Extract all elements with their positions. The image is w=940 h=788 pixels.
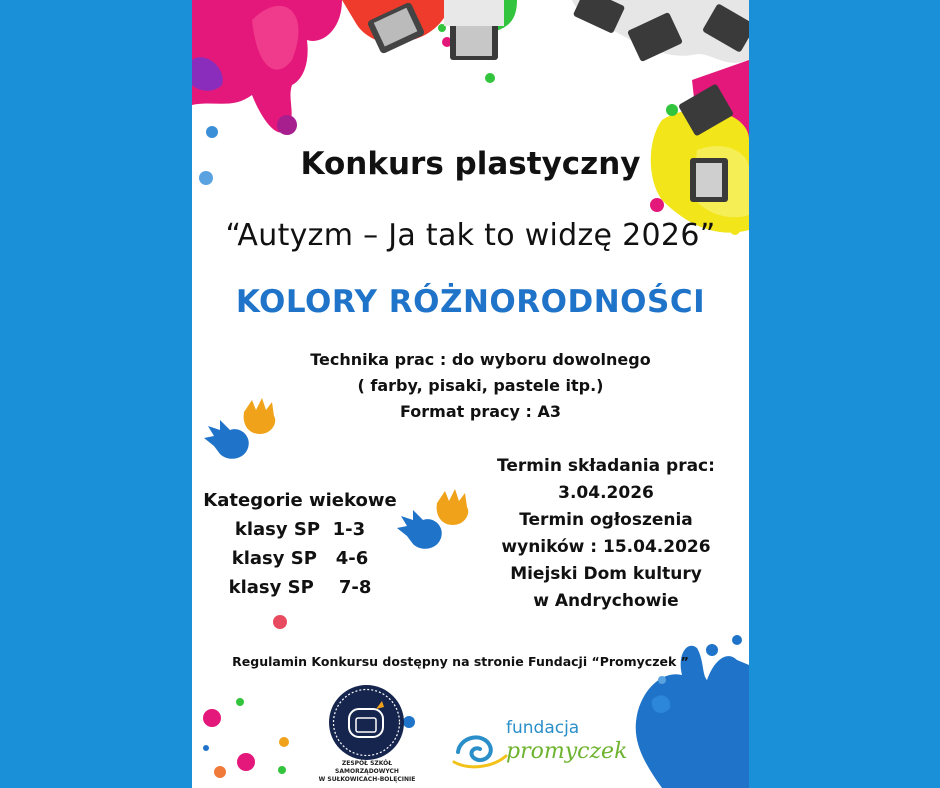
school-name — [312, 760, 422, 784]
deadline-line: Miejski Dom kultury — [510, 564, 702, 584]
top-right-paint-tubes — [572, 0, 749, 235]
technique-line: Technika prac : do wyboru dowolnego — [310, 350, 651, 369]
blue-drop — [206, 126, 218, 138]
school-logo — [329, 685, 404, 760]
category-row: klasy SP 7-8 — [228, 577, 372, 598]
bottom-left-dots — [203, 698, 289, 778]
deadline-line: Termin składania prac: — [497, 456, 715, 476]
deadline-line: w Andrychowie — [533, 591, 679, 611]
category-row: klasy SP 1-3 — [234, 519, 366, 540]
foundation-swirl-icon — [450, 722, 510, 774]
school-name-line: ZESPÓŁ SZKÓŁ SAMORZĄDOWYCH — [335, 760, 399, 775]
red-dot — [273, 615, 287, 629]
deadline-line: 3.04.2026 — [558, 483, 654, 503]
technique-info — [202, 347, 749, 425]
contest-headline: KOLORY RÓŻNORODNOŚCI — [235, 284, 706, 320]
contest-subtitle: “Autyzm – Ja tak to widzę 2026” — [225, 218, 716, 253]
rules-notice: Regulamin Konkursu dostępny na stronie Fundacji “Promyczek ” — [232, 654, 689, 669]
foundation-name: promyczek — [506, 739, 628, 764]
small-hands-middle — [397, 489, 468, 549]
technique-line: Format pracy : A3 — [400, 402, 561, 421]
school-emblem-icon — [329, 685, 404, 760]
school-name-line: W SUŁKOWICACH-BOLĘCINIE — [318, 776, 416, 783]
foundation-logo — [450, 718, 628, 778]
age-categories — [200, 486, 400, 602]
contest-title: Konkurs plastyczny — [300, 146, 641, 182]
deadline-info — [490, 453, 722, 615]
category-row: klasy SP 4-6 — [231, 548, 369, 569]
deadline-line: wyników : 15.04.2026 — [501, 537, 711, 557]
categories-heading: Kategorie wiekowe — [203, 490, 397, 511]
foundation-word: fundacja — [506, 718, 580, 738]
deadline-line: Termin ogłoszenia — [519, 510, 693, 530]
poster — [192, 0, 749, 788]
technique-line: ( farby, pisaki, pastele itp.) — [357, 376, 604, 395]
magenta-paint-hand — [192, 0, 342, 135]
